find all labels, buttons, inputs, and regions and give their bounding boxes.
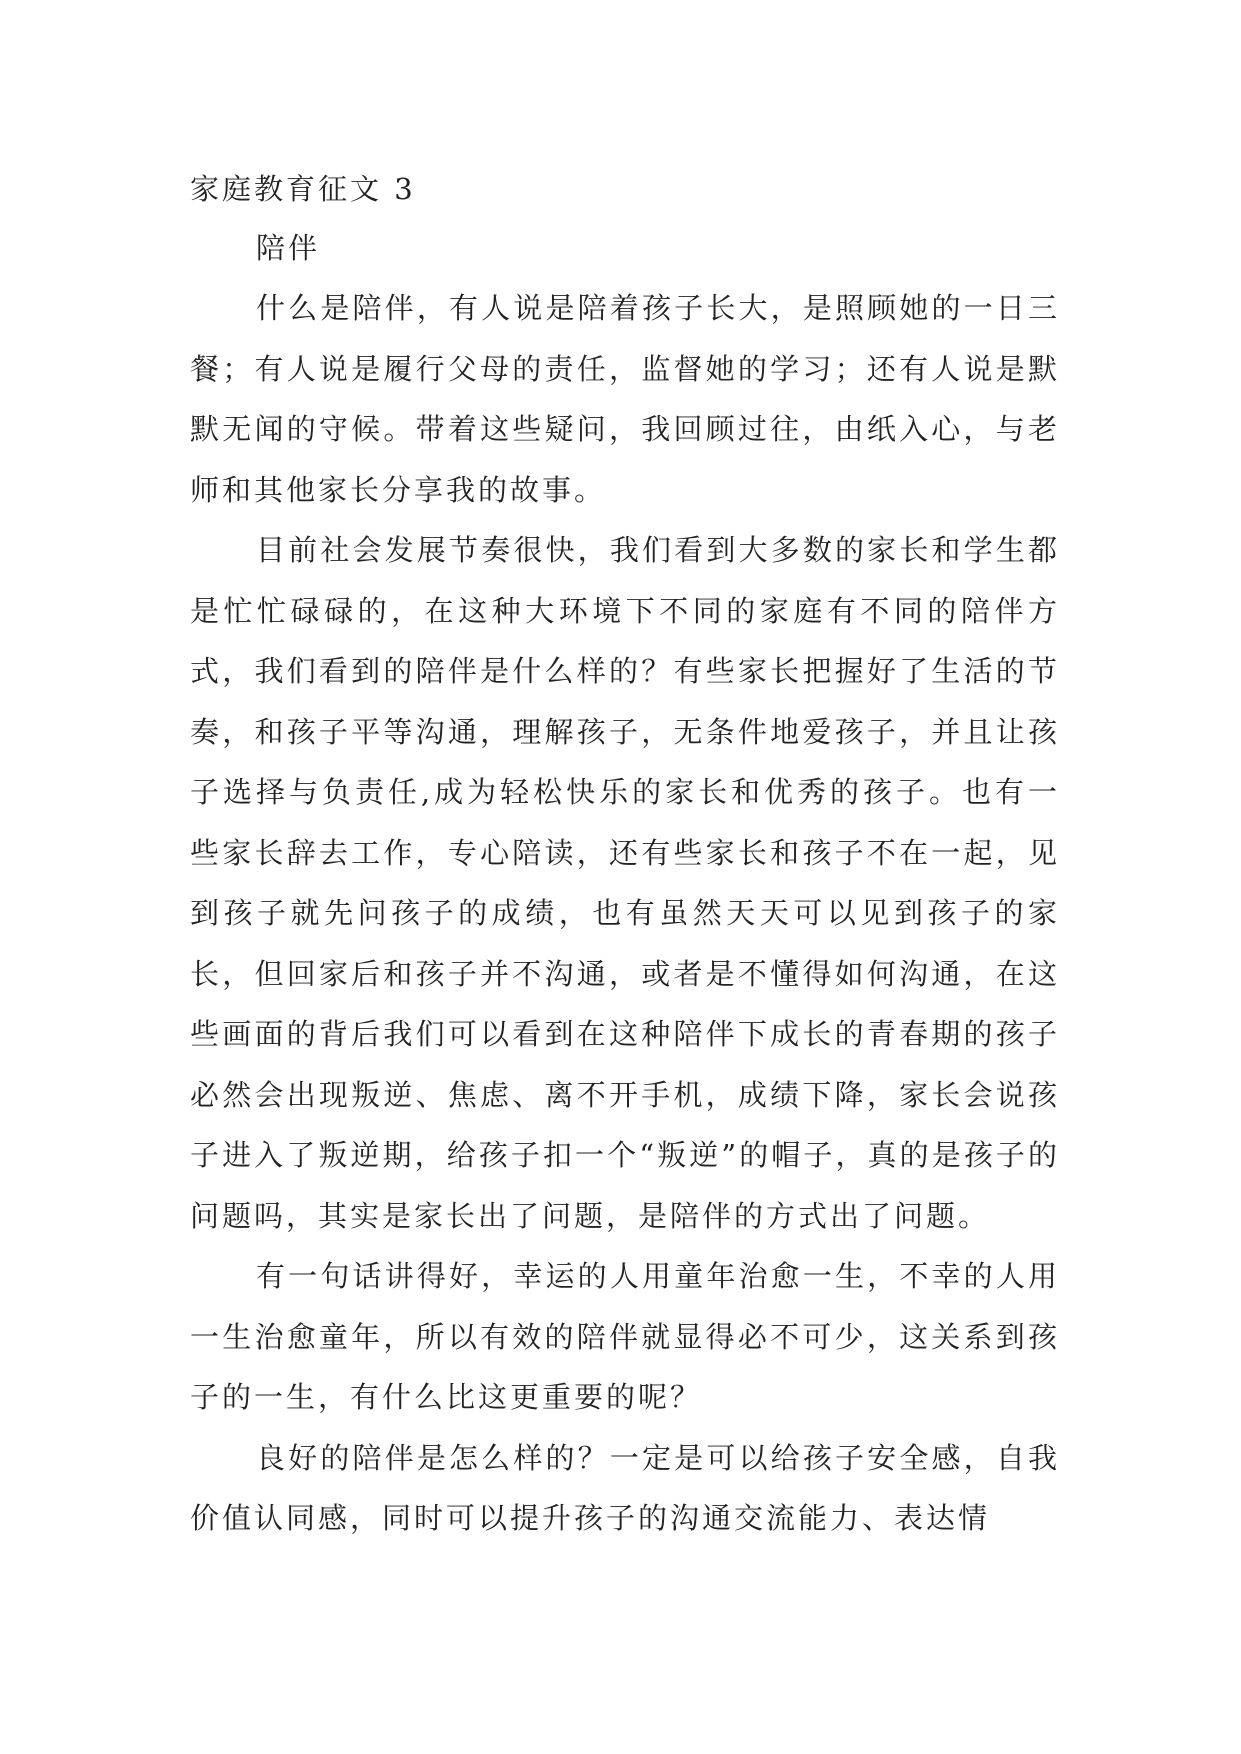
document-body: [190, 160, 1060, 1549]
document-subtitle: 陪伴: [256, 231, 321, 265]
document-title: 家庭教育征文 3: [190, 172, 416, 206]
paragraph-childhood-healing: 有一句话讲得好，幸运的人用童年治愈一生，不幸的人用一生治愈童年，所以有效的陪伴就显得必不可少，这关系到孩子的一生，有什么比这更重要的呢？: [190, 1259, 1060, 1414]
paragraph-social-pace: 目前社会发展节奏很快，我们看到大多数的家长和学生都是忙忙碌碌的，在这种大环境下不同的家庭有不同的陪伴方式，我们看到的陪伴是什么样的？有些家长把握好了生活的节奏，和孩子平等沟通，理解孩子，无条件地爱孩子，并且让孩子选择与负责任,成为轻松快乐的家长和优秀的孩子。也有一些家长辞去工作，专心陪读，还有些家长和孩子不在一起，见到孩子就先问孩子的成绩，也有虽然天天可以见到孩子的家长，但回家后和孩子并不沟通，或者是不懂得如何沟通，在这些画面的背后我们可以看到在这种陪伴下成长的青春期的孩子必然会出现叛逆、焦虑、离不开手机，成绩下降，家长会说孩子进入了叛逆期，给孩子扣一个“叛逆”的帽子，真的是孩子的问题吗，其实是家长出了问题，是陪伴的方式出了问题。: [190, 533, 1060, 1233]
paragraph-good-companionship: 良好的陪伴是怎么样的？一定是可以给孩子安全感，自我价值认同感，同时可以提升孩子的沟通交流能力、表达情: [190, 1440, 1060, 1535]
paragraph-what-is-companionship: 什么是陪伴，有人说是陪着孩子长大，是照顾她的一日三餐；有人说是履行父母的责任，监督她的学习；还有人说是默默无闻的守候。带着这些疑问，我回顾过往，由纸入心，与老师和其他家长分享我的故事。: [190, 291, 1060, 507]
